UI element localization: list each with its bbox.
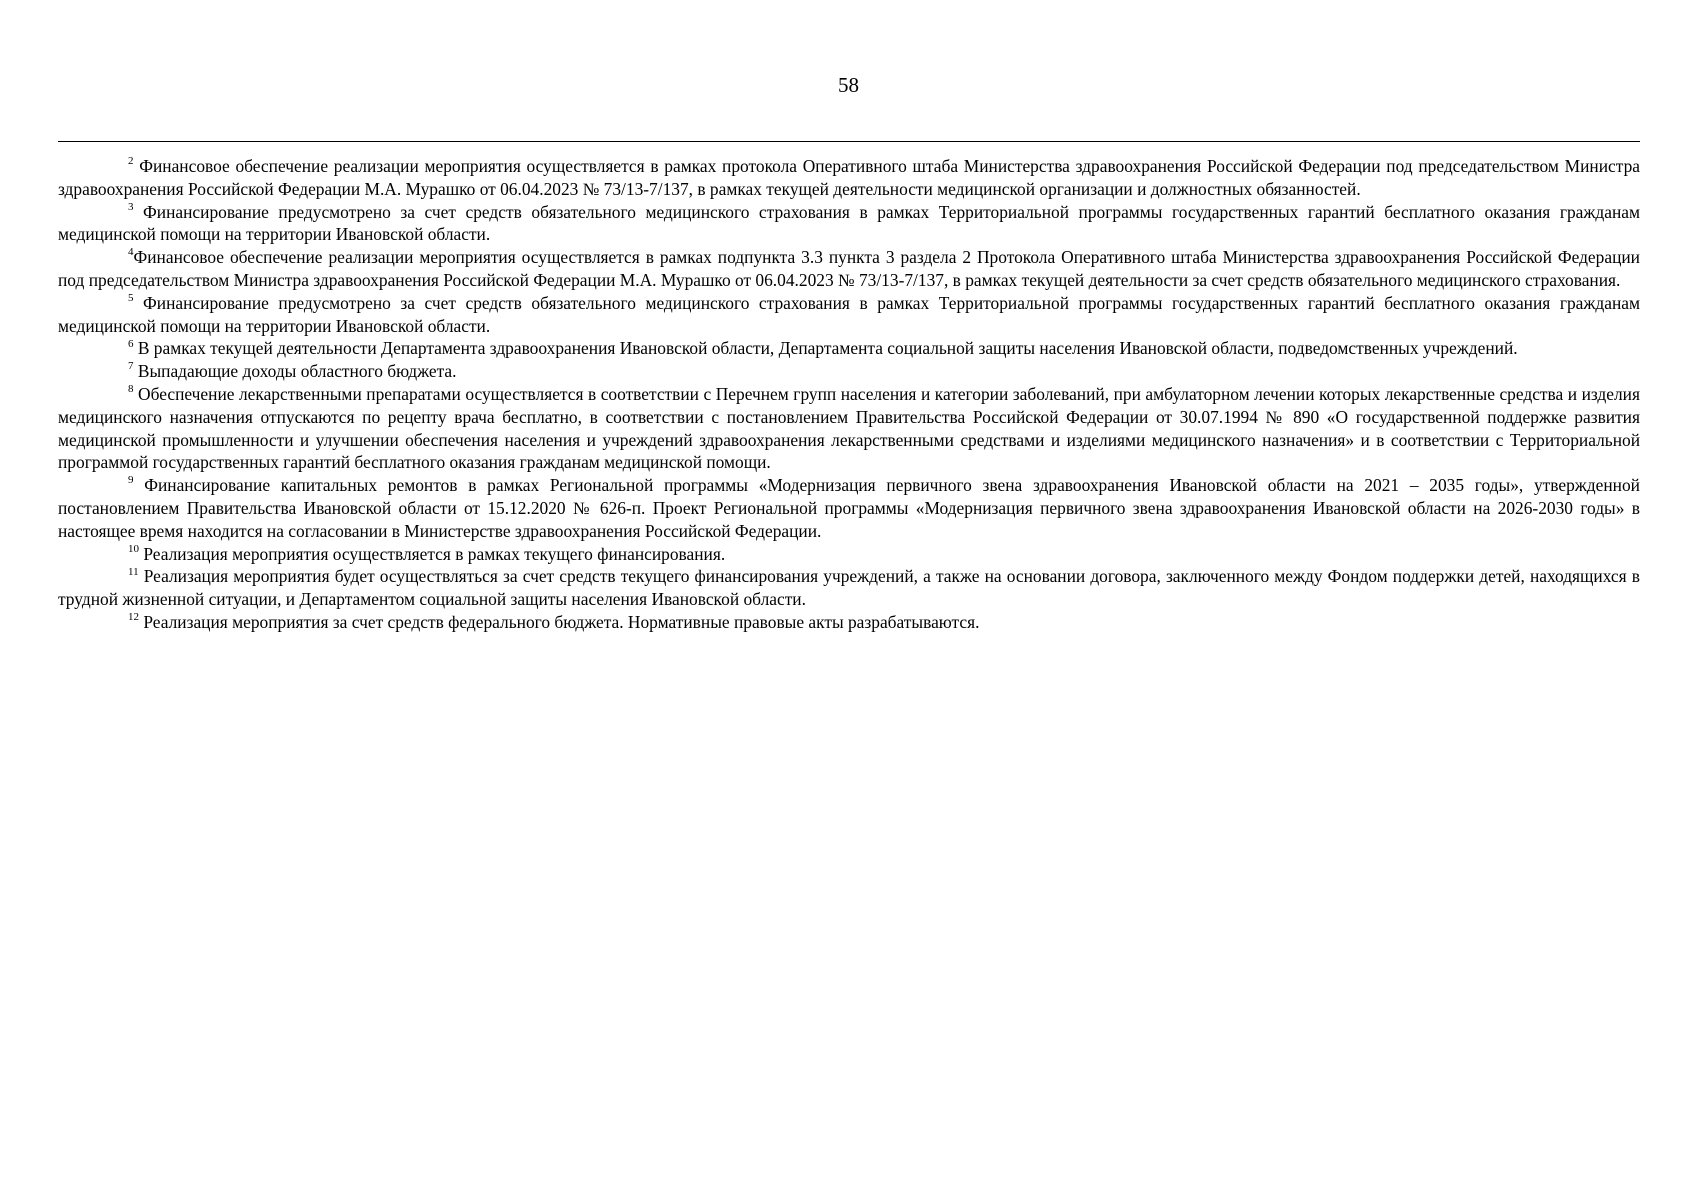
footnote-mark: 12	[128, 611, 139, 624]
footnote-6	[58, 337, 1640, 360]
footnote-text: Финансирование капитальных ремонтов в рамках Региональной программы «Модернизация первичного звена здравоохранения Ивановской области на 2021 – 2035 годы», утвержденной постановлением Правительства Ивановской области от 15.12.2020 № 626-п. Проект Региональной программы «Модернизация первичного звена здравоохранения Ивановской области на 2026-2030 годы» в настоящее время находится на согласовании в Министерстве здравоохранения Российской Федерации.	[58, 475, 1640, 541]
footnote-text: Реализация мероприятия будет осуществляться за счет средств текущего финансирования учреждений, а также на основании договора, заключенного между Фондом поддержки детей, находящихся в трудной жизненной ситуации, и Департаментом социальной защиты населения Ивановской области.	[58, 566, 1640, 610]
footnote-4	[58, 246, 1640, 292]
footnote-10	[58, 543, 1640, 566]
footnote-11	[58, 565, 1640, 611]
footnote-text: Финансовое обеспечение реализации мероприятия осуществляется в рамках протокола Оперативного штаба Министерства здравоохранения Российской Федерации под председательством Министра здравоохранения Российской Федерации М.А. Мурашко от 06.04.2023 № 73/13-7/137, в рамках текущей деятельности медицинской организации и должностных обязанностей.	[58, 156, 1640, 199]
footnote-mark: 2	[128, 155, 134, 168]
footnote-text: Выпадающие доходы областного бюджета.	[133, 361, 457, 382]
footnotes-section	[58, 155, 1640, 634]
footnote-text: Финансовое обеспечение реализации мероприятия осуществляется в рамках подпункта 3.3 пункта 3 раздела 2 Протокола Оперативного штаба Министерства здравоохранения Российской Федерации под председательством Министра здравоохранения Российской Федерации М.А. Мурашко от 06.04.2023 № 73/13-7/137, в рамках текущей деятельности за счет средств обязательного медицинского страхования.	[58, 247, 1640, 290]
footnote-mark: 4	[128, 246, 134, 259]
footnote-text: Реализация мероприятия осуществляется в рамках текущего финансирования.	[139, 543, 726, 564]
footnote-mark: 11	[128, 565, 139, 578]
footnote-mark: 10	[128, 542, 139, 555]
footnote-9	[58, 474, 1640, 542]
footnote-separator	[58, 141, 1640, 142]
footnote-text: В рамках текущей деятельности Департамента здравоохранения Ивановской области, Департамента социальной защиты населения Ивановской области, подведомственных учреждений.	[133, 338, 1518, 359]
footnote-mark: 7	[128, 360, 134, 373]
footnote-mark: 5	[128, 291, 134, 304]
page-number: 58	[838, 73, 859, 97]
footnote-mark: 3	[128, 200, 134, 213]
footnote-mark: 8	[128, 383, 134, 396]
footnote-3	[58, 201, 1640, 247]
footnote-text: Реализация мероприятия за счет средств федерального бюджета. Нормативные правовые акты разрабатываются.	[139, 611, 980, 632]
footnote-text: Финансирование предусмотрено за счет средств обязательного медицинского страхования в рамках Территориальной программы государственных гарантий бесплатного оказания гражданам медицинской помощи на территории Ивановской области.	[58, 292, 1640, 336]
footnote-text: Обеспечение лекарственными препаратами осуществляется в соответствии с Перечнем групп населения и категории заболеваний, при амбулаторном лечении которых лекарственные средства и изделия медицинского назначения отпускаются по рецепту врача бесплатно, в соответствии с постановлением Правительства Российской Федерации от 30.07.1994 № 890 «О государственной поддержке развития медицинской промышленности и улучшении обеспечения населения и учреждений здравоохранения лекарственными средствами и изделиями медицинского назначения» и в соответствии с Территориальной программой государственных гарантий бесплатного оказания гражданам медицинской помощи.	[58, 383, 1640, 473]
footnote-text: Финансирование предусмотрено за счет средств обязательного медицинского страхования в рамках Территориальной программы государственных гарантий бесплатного оказания гражданам медицинской помощи на территории Ивановской области.	[58, 201, 1640, 245]
footnote-2	[58, 155, 1640, 201]
footnote-8	[58, 383, 1640, 474]
footnote-mark: 6	[128, 337, 134, 350]
footnote-5	[58, 292, 1640, 338]
footnote-12	[58, 611, 1640, 634]
footnote-7	[58, 360, 1640, 383]
footnote-mark: 9	[128, 474, 134, 487]
